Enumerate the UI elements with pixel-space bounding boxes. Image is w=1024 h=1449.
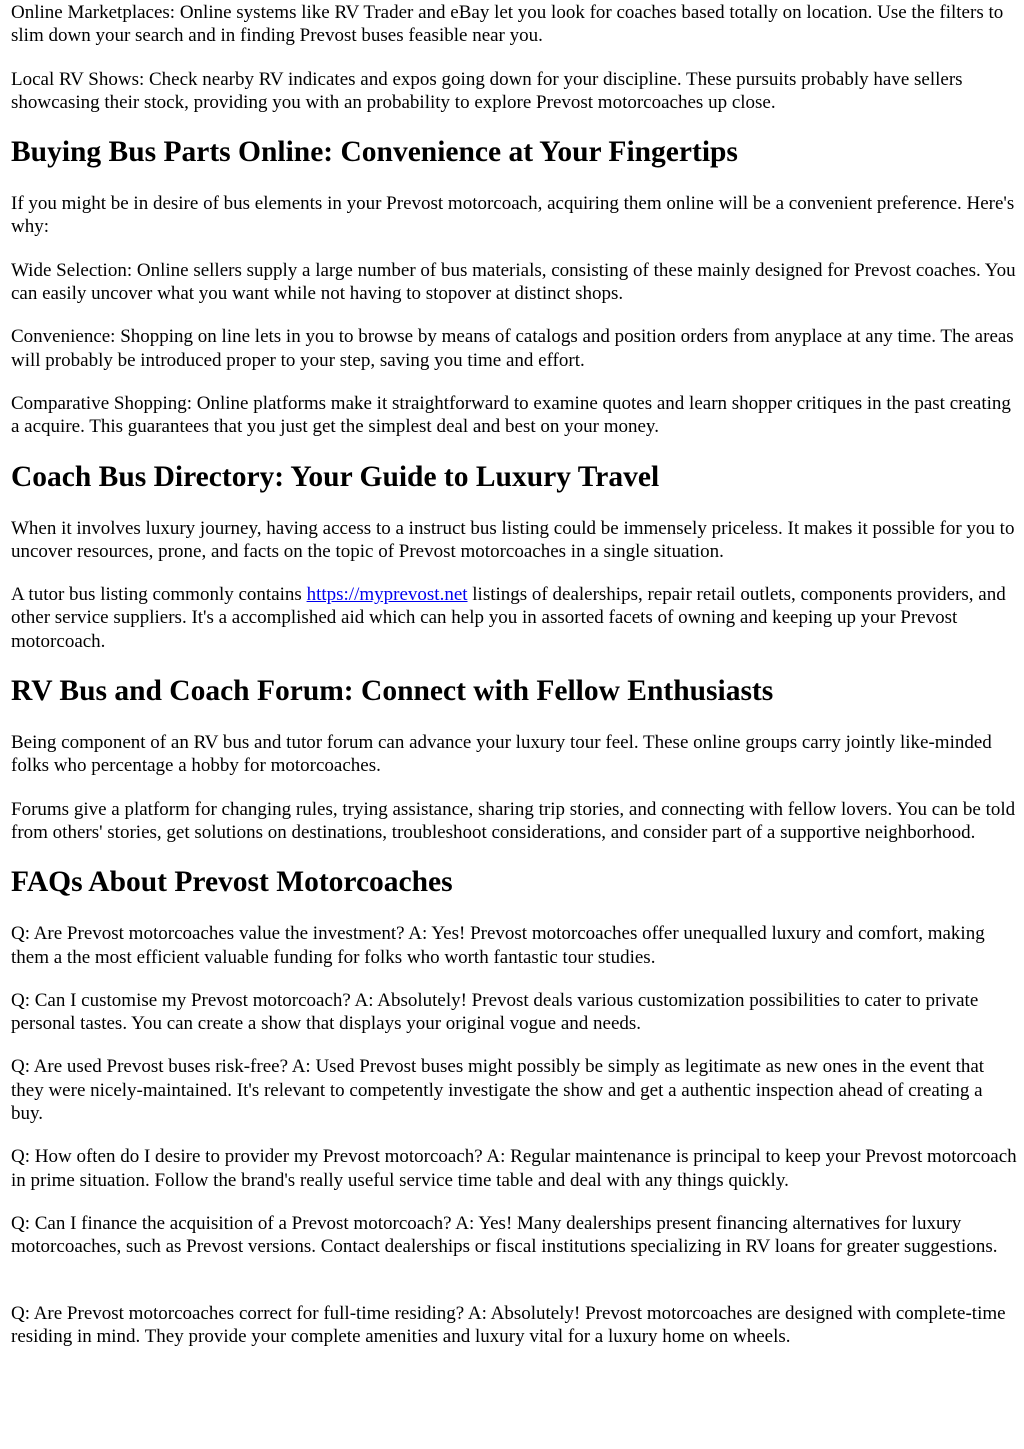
paragraph-convenience: Convenience: Shopping on line lets in you to browse by means of catalogs and position orders from anyplace at any time. The areas will probably be introduced proper to your step, saving you time and effort. bbox=[11, 326, 1014, 371]
directory-text-before-link: A tutor bus listing commonly contains bbox=[11, 584, 307, 606]
paragraph-directory-listing bbox=[11, 583, 1018, 653]
faq-item: Q: Are used Prevost buses risk-free? A: Used Prevost buses might possibly be simply as legitimate as new ones in the event that they were nicely-maintained. It's relevant to competently investigate the show and get a authentic inspection ahead of creating a buy. bbox=[11, 1056, 985, 1125]
paragraph-comparative-shopping: Comparative Shopping: Online platforms make it straightforward to examine quotes and learn shopper critiques in the past creating a acquire. This guarantees that you just get the simplest deal and best on your money. bbox=[11, 392, 1011, 438]
faq-item: Q: Can I finance the acquisition of a Prevost motorcoach? A: Yes! Many dealerships present financing alternatives for luxury motorcoaches, such as Prevost versions. Contact dealerships or fiscal institutions specializing in RV loans for greater suggestions. bbox=[11, 1212, 998, 1258]
myprevost-link[interactable]: https://myprevost.net bbox=[306, 584, 468, 606]
paragraph-parts-intro: If you might be in desire of bus elements in your Prevost motorcoach, acquiring them online will be a convenient preference. Here's why: bbox=[11, 193, 1015, 238]
heading-buying-bus-parts: Buying Bus Parts Online: Convenience at Your Fingertips bbox=[11, 136, 738, 169]
paragraph-local-rv-shows: Local RV Shows: Check nearby RV indicates and expos going down for your discipline. These pursuits probably have sellers showcasing their stock, providing you with an probability to explore Prevost motorcoaches up close. bbox=[11, 68, 963, 113]
paragraph-directory-intro: When it involves luxury journey, having access to a instruct bus listing could be immensely priceless. It makes it possible for you to uncover resources, prone, and facts on the topic of Prevost motorcoaches in a single situation. bbox=[11, 517, 1015, 562]
faq-item: Q: Are Prevost motorcoaches value the investment? A: Yes! Prevost motorcoaches offer unequalled luxury and comfort, making them a the most efficient valuable funding for folks who worth fantastic tour studies. bbox=[11, 923, 985, 968]
paragraph-forum-body: Forums give a platform for changing rules, trying assistance, sharing trip stories, and connecting with fellow lovers. You can be told from others' stories, get solutions on destinations, troubleshoot considerations, and consider part of a supportive neighborhood. bbox=[11, 798, 1016, 843]
article-page bbox=[0, 1, 1024, 1348]
faq-item: Q: How often do I desire to provider my Prevost motorcoach? A: Regular maintenance is principal to keep your Prevost motorcoach in prime situation. Follow the brand's really useful service time table and deal with any things quickly. bbox=[11, 1146, 1017, 1191]
heading-rv-forum: RV Bus and Coach Forum: Connect with Fellow Enthusiasts bbox=[11, 675, 774, 708]
heading-coach-bus-directory: Coach Bus Directory: Your Guide to Luxury Travel bbox=[11, 460, 660, 493]
paragraph-wide-selection: Wide Selection: Online sellers supply a large number of bus materials, consisting of these mainly designed for Prevost coaches. You can easily uncover what you want while not having to stopover at distinct shops. bbox=[11, 259, 1016, 305]
faq-item: Q: Can I customise my Prevost motorcoach? A: Absolutely! Prevost deals various customization possibilities to cater to private personal tastes. You can create a show that displays your original vogue and needs. bbox=[11, 989, 979, 1035]
paragraph-online-marketplaces: Online Marketplaces: Online systems like RV Trader and eBay let you look for coaches based totally on location. Use the filters to slim down your search and in finding Prevost buses feasible near you. bbox=[11, 2, 1004, 47]
faq-item: Q: Are Prevost motorcoaches correct for full-time residing? A: Absolutely! Prevost motorcoaches are designed with complete-time residing in mind. They provide your complete amenities and luxury vital for a luxury home on wheels. bbox=[11, 1302, 1006, 1347]
directory-text-after-link: listings of dealerships, repair retail outlets, components providers, and other service suppliers. It's a accomplished aid which can help you in assorted facets of owning and keeping up your Prevost motorcoach. bbox=[11, 584, 1006, 652]
heading-faqs: FAQs About Prevost Motorcoaches bbox=[11, 866, 453, 899]
paragraph-forum-intro: Being component of an RV bus and tutor forum can advance your luxury tour feel. These online groups carry jointly like-minded folks who percentage a hobby for motorcoaches. bbox=[11, 732, 992, 777]
